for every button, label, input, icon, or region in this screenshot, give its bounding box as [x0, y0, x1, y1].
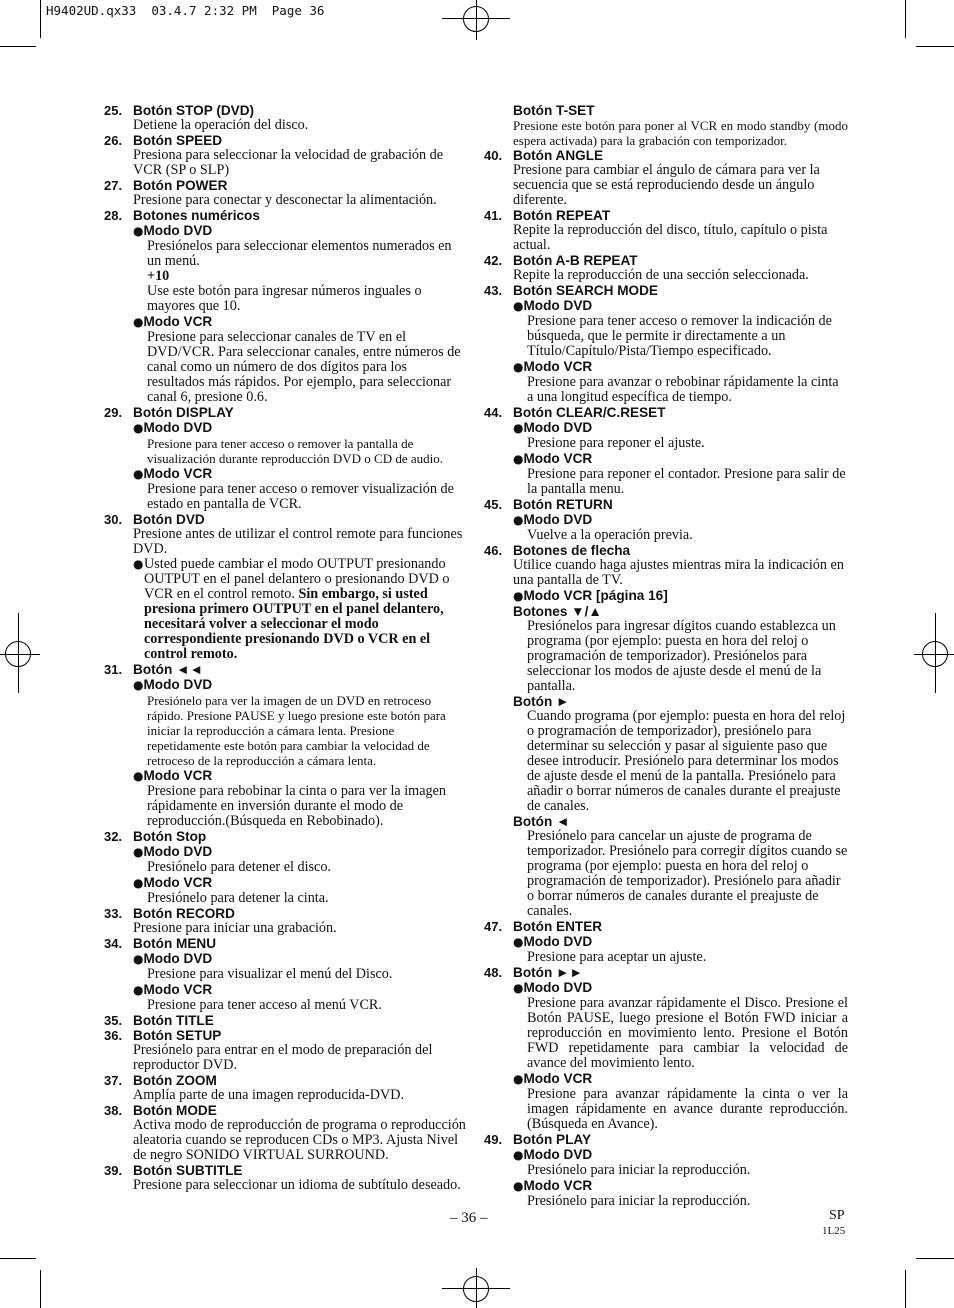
item-number: 46. [484, 543, 503, 558]
item-42 [484, 253, 848, 283]
mode-text: Presiónelo para iniciar la reproducción. [527, 1193, 751, 1209]
sub-heading: Botón ► [513, 694, 570, 709]
sub-heading: Botón ◄ [513, 814, 570, 829]
item-title: Botón SUBTITLE [133, 1163, 243, 1178]
item-number: 37. [104, 1073, 123, 1088]
bullet-icon: ● [133, 467, 144, 481]
mode-label: Modo DVD [143, 951, 213, 966]
item-text: Presione para seleccionar un idioma de subtítulo deseado. [133, 1177, 461, 1193]
item-number: 31. [104, 662, 123, 677]
mode-label: Modo DVD [523, 980, 593, 995]
item-number: 25. [104, 103, 123, 118]
mode-text: Cuando programa (por ejemplo: puesta en hora del reloj o programación de temporizador), presiónelo para determinar su selección y pasar al siguiente paso que desee introducir. Presiónelo para determinar los modos de ajuste desde el menú de la pantalla. Presiónelo para añadir o borrar números de canales durante el preajuste de canales. [527, 708, 846, 814]
item-25 [104, 103, 468, 133]
mode-text: Presiónelo para cancelar un ajuste de programa de temporizador. Presiónelo para corregir dígitos cuando se programa (por ejemplo: puesta en hora del reloj o programación de temporizador). Presiónelo para añadir o borrar números de canales durante el preajuste de canales. [527, 828, 848, 919]
mode-heading [133, 314, 468, 330]
mode-text: Presione para tener acceso al menú VCR. [147, 997, 382, 1013]
crop-mark [40, 0, 41, 38]
mode-heading [513, 1178, 848, 1194]
mode-label: Modo VCR [143, 982, 213, 997]
bullet-icon: ● [513, 299, 524, 313]
registration-mark-line [442, 1288, 510, 1289]
sub-heading: +10 [147, 268, 170, 284]
mode-label: Modo VCR [523, 359, 593, 374]
item-title: Botón ZOOM [133, 1073, 217, 1088]
item-text: Repite la reproducción del disco, título, capítulo o pista actual. [513, 222, 828, 253]
item-title: Botón SPEED [133, 133, 223, 148]
item-text: Utilice cuando haga ajustes mientras mira la indicación en una pantalla de TV. [513, 557, 844, 588]
item-number: 41. [484, 208, 503, 223]
mode-heading [513, 420, 848, 436]
mode-text: Presione para reponer el ajuste. [527, 435, 705, 451]
item-number: 32. [104, 829, 123, 844]
registration-mark-line [914, 654, 954, 655]
crop-mark [916, 1258, 954, 1259]
bullet-icon: ● [133, 678, 144, 692]
mode-heading [133, 844, 468, 860]
sub-heading: Botones ▼/▲ [513, 604, 602, 619]
item-number: 42. [484, 253, 503, 268]
bullet-icon: ● [133, 557, 144, 571]
mode-heading [133, 875, 468, 891]
mode-text: Use este botón para ingresar números inguales o mayores que 10. [147, 283, 422, 314]
mode-text: Presione para avanzar rápidamente el Disco. Presione el Botón PAUSE, luego presione el Botón FWD iniciar a reproducción en movimiento lento. Presione el Botón FWD repetidamente para cambiar la velocidad de avance del movimiento lento. [527, 995, 848, 1071]
mode-text: Presione para avanzar rápidamente la cinta o ver la imagen rápidamente en avance durante reproducción. (Búsqueda en Avance). [527, 1086, 848, 1132]
item-40 [484, 148, 848, 208]
bullet-icon: ● [133, 952, 144, 966]
mode-label: Modo DVD [523, 512, 593, 527]
item-number: 47. [484, 919, 503, 934]
registration-mark-line [442, 18, 510, 19]
item-number: 49. [484, 1132, 503, 1147]
item-title: Botón A-B REPEAT [513, 253, 638, 268]
mode-heading [133, 982, 468, 998]
item-title: Botón ENTER [513, 919, 603, 934]
item-title: Botón DISPLAY [133, 405, 234, 420]
mode-text: Presiónelo para detener la cinta. [147, 890, 329, 906]
mode-label: Modo VCR [523, 1178, 593, 1193]
item-title: Botón STOP (DVD) [133, 103, 255, 118]
mode-text: Vuelve a la operación previa. [527, 527, 693, 543]
item-number: 39. [104, 1163, 123, 1178]
item-title: Botón POWER [133, 178, 228, 193]
item-number: 27. [104, 178, 123, 193]
item-34 [104, 936, 468, 1013]
item-43 [484, 283, 848, 405]
mode-label: Modo DVD [143, 844, 213, 859]
mode-heading [133, 420, 468, 436]
item-title: Botón ►► [513, 965, 583, 980]
item-39 [104, 1163, 468, 1193]
mode-heading [513, 980, 848, 996]
item-text: Presiónelo para entrar en el modo de preparación del reproductor DVD. [133, 1042, 433, 1073]
item-30 [104, 512, 468, 662]
bullet-icon: ● [513, 513, 524, 527]
mode-text: Presione para visualizar el menú del Disco. [147, 966, 393, 982]
item-32 [104, 829, 468, 906]
bullet-icon: ● [133, 315, 144, 329]
mode-text: Presione para tener acceso o remover visualización de estado en pantalla de VCR. [147, 481, 454, 512]
bullet-icon: ● [513, 360, 524, 374]
item-title: Botón CLEAR/C.RESET [513, 405, 666, 420]
mode-heading [513, 298, 848, 314]
bullet-icon: ● [133, 845, 144, 859]
item-number: 28. [104, 208, 123, 223]
item-31 [104, 662, 468, 829]
item-36 [104, 1028, 468, 1073]
item-t-set [484, 103, 848, 148]
bullet-icon: ● [513, 1072, 524, 1086]
bullet-icon: ● [513, 452, 524, 466]
item-text: Presione para iniciar una grabación. [133, 920, 337, 936]
mode-text: Presiónelos para seleccionar elementos numerados en un menú. [147, 238, 452, 269]
mode-heading [513, 1071, 848, 1087]
crop-mark [916, 46, 954, 47]
bullet-icon: ● [133, 876, 144, 890]
note [133, 557, 468, 662]
bullet-icon: ● [133, 421, 144, 435]
language-code: SP [829, 1208, 845, 1223]
page-number: – 36 – [450, 1210, 488, 1226]
item-text: Amplía parte de una imagen reproducida-DVD. [133, 1087, 405, 1103]
item-text: Presione para cambiar el ángulo de cámara para ver la secuencia que se está reproduciendo desde un ángulo diferente. [513, 162, 820, 208]
item-title: Botón MODE [133, 1103, 217, 1118]
mode-label: Modo DVD [143, 420, 213, 435]
bullet-icon: ● [513, 1179, 524, 1193]
item-49 [484, 1132, 848, 1209]
registration-mark-line [476, 0, 477, 40]
mode-heading [133, 466, 468, 482]
item-text: Presione para conectar y desconectar la alimentación. [133, 192, 437, 208]
mode-text: Presione para tener acceso o remover la pantalla de visualización durante reproducción DVD o CD de audio. [147, 436, 444, 466]
item-number: 38. [104, 1103, 123, 1118]
bullet-icon: ● [133, 983, 144, 997]
item-number: 34. [104, 936, 123, 951]
item-48 [484, 965, 848, 1132]
crop-mark [0, 1258, 36, 1259]
item-number: 43. [484, 283, 503, 298]
item-number: 35. [104, 1013, 123, 1028]
item-44 [484, 405, 848, 497]
mode-label: Modo VCR [143, 314, 213, 329]
item-title: Botón REPEAT [513, 208, 611, 223]
mode-text: Presione para seleccionar canales de TV en el DVD/VCR. Para seleccionar canales, entre números de canal como un número de dos dígitos para los resultados más rápidos. Por ejemplo, para seleccionar canal 6, presione 0.6. [147, 329, 461, 405]
item-text: Presiona para seleccionar la velocidad de grabación de VCR (SP o SLP) [133, 147, 444, 178]
bullet-icon: ● [513, 1148, 524, 1162]
item-number: 26. [104, 133, 123, 148]
item-title: Botón MENU [133, 936, 217, 951]
mode-heading [513, 588, 848, 604]
file-header: H9402UD.qx33 03.4.7 2:32 PM Page 36 [46, 3, 325, 18]
bullet-icon: ● [513, 981, 524, 995]
item-47 [484, 919, 848, 965]
left-column [104, 103, 468, 1193]
note-warning: Sin embargo, si usted presiona primero OUTPUT en el panel delantero, necesitará volver a seleccionar el modo correspondiente presionando DVD o VCR en el control remoto. [144, 586, 444, 662]
item-38 [104, 1103, 468, 1163]
mode-heading [133, 951, 468, 967]
mode-label: Modo DVD [143, 677, 213, 692]
mode-text: Presiónelo para ver la imagen de un DVD en retroceso rápido. Presione PAUSE y luego presione este botón para iniciar la reproducción a cámara lenta. Presione repetidamente este botón para cambiar la velocidad de retroceso de la reproducción a cámara lenta. [147, 693, 446, 768]
mode-text: Presiónelo para detener el disco. [147, 859, 331, 875]
bullet-icon: ● [133, 224, 144, 238]
mode-heading [133, 223, 468, 239]
mode-text: Presione para tener acceso o remover la indicación de búsqueda, que le permite ir directamente a un Título/Capítulo/Pista/Tiempo especificado. [527, 313, 832, 359]
bullet-icon: ● [133, 769, 144, 783]
crop-mark [905, 0, 906, 38]
mode-label: Modo DVD [523, 298, 593, 313]
crop-mark [0, 46, 36, 47]
item-26 [104, 133, 468, 178]
item-number: 45. [484, 497, 503, 512]
item-number: 29. [104, 405, 123, 420]
mode-text: Presione para reponer el contador. Presione para salir de la pantalla menu. [527, 466, 846, 497]
item-title: Botón DVD [133, 512, 205, 527]
item-title: Botón RECORD [133, 906, 235, 921]
item-29 [104, 405, 468, 512]
mode-label: Modo DVD [523, 1147, 593, 1162]
item-number: 33. [104, 906, 123, 921]
note-text: Usted puede cambiar el modo OUTPUT presionando OUTPUT en el panel delantero o presionando DVD o VCR en el control remoto. [144, 556, 450, 602]
mode-text: Presiónelos para ingresar dígitos cuando establezca un programa (por ejemplo: puesta en hora del reloj o programación de temporizador). Presiónelos para seleccionar los modos de ajuste desde el menú de la pantalla. [527, 618, 836, 694]
item-28 [104, 208, 468, 405]
item-title: Botón SEARCH MODE [513, 283, 658, 298]
item-text: Presione este botón para poner al VCR en modo standby (modo espera activada) para la grabación con temporizador. [513, 118, 848, 148]
mode-label: Modo VCR [143, 768, 213, 783]
item-41 [484, 208, 848, 253]
mode-label: Modo VCR [143, 875, 213, 890]
mode-label: Modo DVD [523, 420, 593, 435]
item-title: Botones numéricos [133, 208, 260, 223]
mode-heading [133, 768, 468, 784]
item-title: Botón T-SET [513, 103, 595, 118]
item-number: 44. [484, 405, 503, 420]
right-column [484, 103, 848, 1209]
item-title: Botón PLAY [513, 1132, 592, 1147]
item-number: 30. [104, 512, 123, 527]
item-text: Presione antes de utilizar el control remote para funciones DVD. [133, 526, 463, 557]
document-code: 1L25 [822, 1225, 846, 1237]
item-35 [104, 1013, 468, 1028]
item-title: Botón RETURN [513, 497, 613, 512]
bullet-icon: ● [513, 935, 524, 949]
mode-text: Presiónelo para iniciar la reproducción. [527, 1162, 751, 1178]
item-number: 40. [484, 148, 503, 163]
mode-heading [513, 359, 848, 375]
bullet-icon: ● [513, 421, 524, 435]
item-title: Botón ANGLE [513, 148, 604, 163]
bullet-icon: ● [513, 589, 524, 603]
mode-heading [513, 934, 848, 950]
item-text: Detiene la operación del disco. [133, 117, 309, 133]
mode-label: Modo VCR [523, 1071, 593, 1086]
mode-label: Modo VCR [523, 451, 593, 466]
item-number: 48. [484, 965, 503, 980]
item-text: Activa modo de reproducción de programa o reproducción aleatoria cuando se reproducen CDs o MP3. Ajusta Nivel de negro SONIDO VIRTUAL SURROUND. [133, 1117, 466, 1163]
mode-text: Presione para rebobinar la cinta o para ver la imagen rápidamente en inversión durante el modo de reproducción.(Búsqueda en Rebobinado). [147, 783, 446, 829]
item-number: 36. [104, 1028, 123, 1043]
item-title: Botón ◄◄ [133, 662, 203, 677]
item-33 [104, 906, 468, 936]
item-title: Botones de flecha [513, 543, 631, 558]
item-45 [484, 497, 848, 543]
crop-mark [905, 1270, 906, 1308]
mode-label: Modo DVD [143, 223, 213, 238]
item-title: Botón Stop [133, 829, 207, 844]
item-title: Botón TITLE [133, 1013, 214, 1028]
mode-heading [133, 677, 468, 693]
item-text: Repite la reproducción de una sección seleccionada. [513, 267, 809, 283]
mode-heading [513, 451, 848, 467]
registration-mark-line [0, 654, 40, 655]
crop-mark [40, 1270, 41, 1308]
item-46 [484, 543, 848, 919]
mode-label: Modo VCR [143, 466, 213, 481]
item-title: Botón SETUP [133, 1028, 222, 1043]
registration-mark-line [935, 613, 936, 693]
item-37 [104, 1073, 468, 1103]
item-27 [104, 178, 468, 208]
mode-heading [513, 1147, 848, 1163]
mode-text: Presione para aceptar un ajuste. [527, 949, 707, 965]
mode-heading [513, 512, 848, 528]
mode-label: Modo DVD [523, 934, 593, 949]
mode-text: Presione para avanzar o rebobinar rápidamente la cinta a una longitud específica de tiempo. [527, 374, 839, 405]
registration-mark-line [18, 613, 19, 693]
mode-label: Modo VCR [página 16] [523, 588, 668, 603]
